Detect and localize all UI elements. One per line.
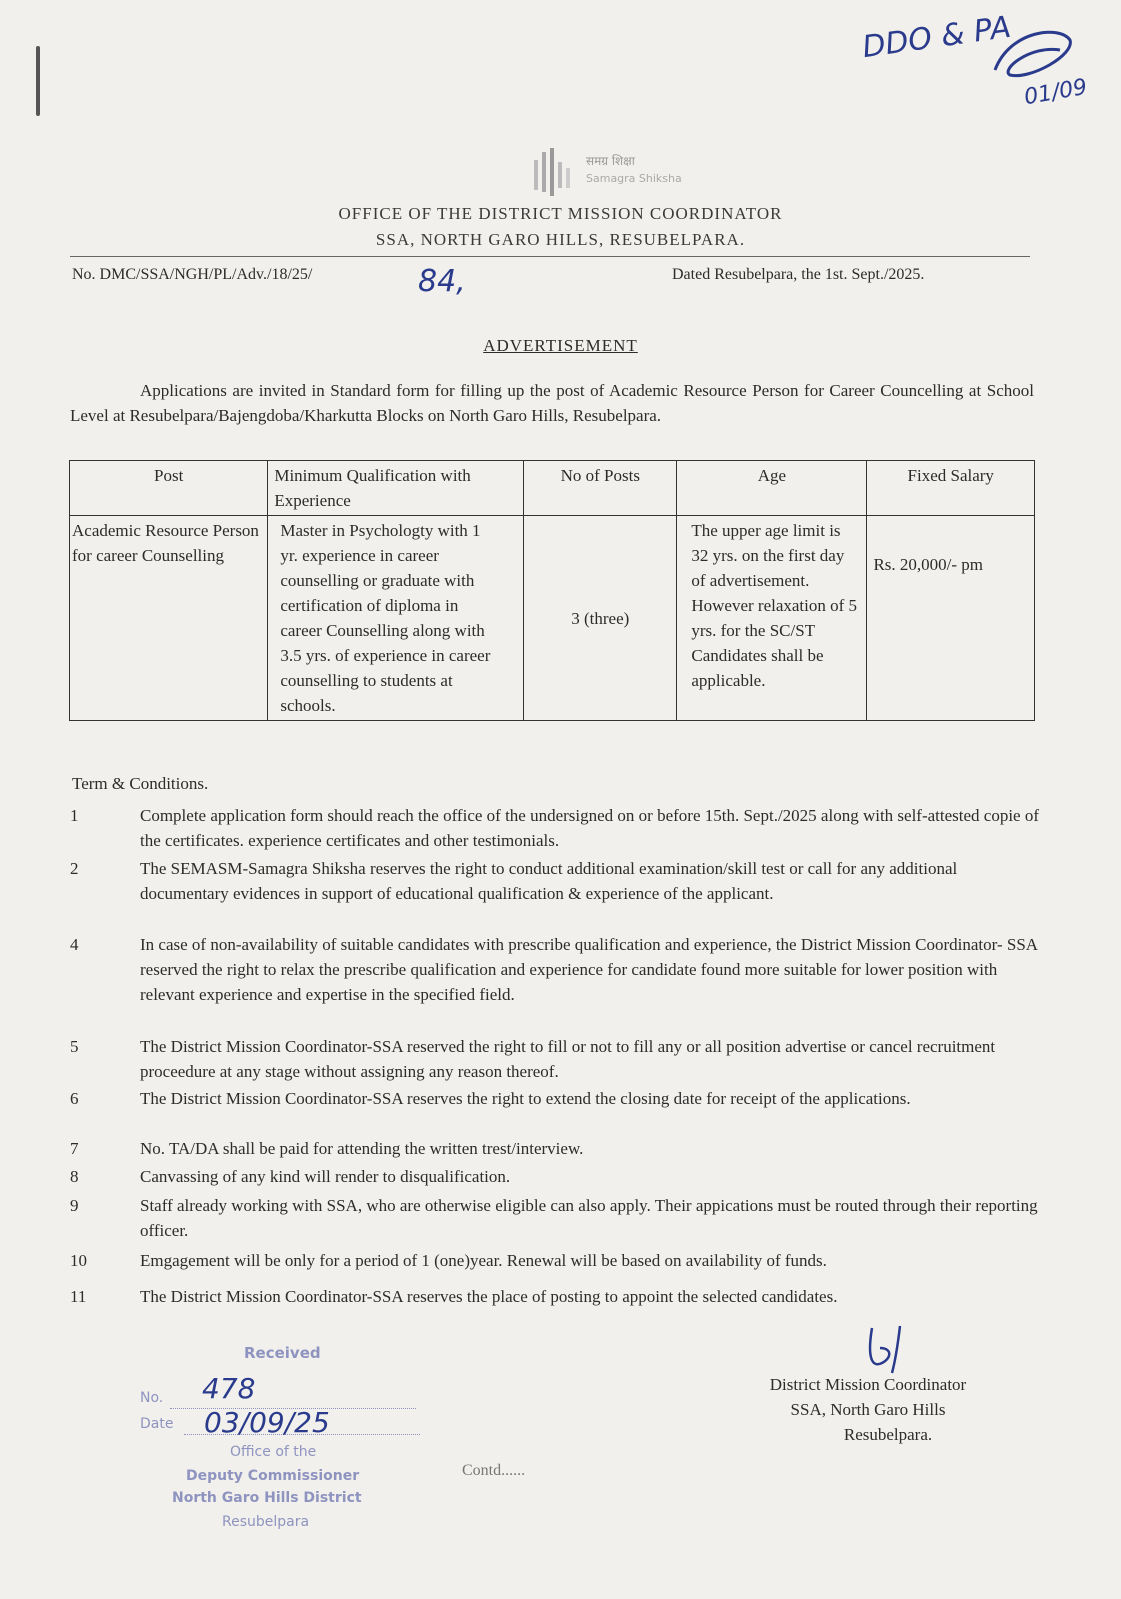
office-line-2: SSA, NORTH GARO HILLS, RESUBELPARA. [375,230,746,249]
stamp-line-1: Office of the [230,1444,317,1460]
term-item [70,1164,1040,1189]
term-number: 6 [70,1089,79,1108]
samagra-shiksha-logo [520,148,720,196]
term-text: The District Mission Coordinator-SSA reserves the place of posting to appoint the selected candidates. [140,1287,838,1306]
cell-post: Academic Resource Person for career Counselling [70,516,268,721]
term-number: 4 [70,935,79,954]
cell-salary: Rs. 20,000/- pm [867,516,1035,721]
term-text: Emgagement will be only for a period of 1 (one)year. Renewal will be based on availability of funds. [140,1251,827,1270]
header-salary: Fixed Salary [867,461,1035,516]
term-text: The District Mission Coordinator-SSA reserves the right to extend the closing date for receipt of the applications. [140,1089,911,1108]
table-header-row [70,461,1035,516]
term-item [70,1193,1040,1243]
term-number: 7 [70,1139,79,1158]
term-number: 8 [70,1167,79,1186]
cell-age: The upper age limit is 32 yrs. on the first day of advertisement. However relaxation of 5 yrs. for the SC/ST Candidates shall be applicable. [677,516,867,721]
term-item [70,1136,1040,1161]
stamp-no-label: No. [140,1390,164,1406]
term-text: Complete application form should reach the office of the undersigned on or before 15th. Sept./2025 along with self-attested copie of the certificates. experience certificates and other testimonials. [140,806,1040,850]
signature-line-1: District Mission Coordinator [769,1375,967,1394]
term-item [70,856,1040,906]
term-item [70,803,1040,853]
header-posts: No of Posts [524,461,677,516]
advertisement-title: ADVERTISEMENT [483,336,638,355]
stamp-received-label: Received [244,1344,321,1362]
header-post: Post [70,461,268,516]
term-number: 11 [70,1287,87,1306]
term-item [70,932,1040,1007]
punch-mark [36,46,40,116]
table-row [70,516,1035,721]
term-text: No. TA/DA shall be paid for attending the written trest/interview. [140,1139,584,1158]
term-text: In case of non-availability of suitable candidates with prescribe qualification and experience, the District Mission Coordinator- SSA reserved the right to relax the prescribe qualification and experience for candidate found more suitable for lower position with relevant experience and expertise in the specified field. [140,935,1038,1004]
reference-number: No. DMC/SSA/NGH/PL/Adv./18/25/ [72,266,313,283]
handwritten-received-no: 478 [202,1372,256,1405]
term-item [70,1284,1040,1309]
header-age: Age [677,461,867,516]
stamp-line-3: North Garo Hills District [172,1490,362,1506]
intro-paragraph: Applications are invited in Standard form for filling up the post of Academic Resource Person for Career Councelling at School Level at Resubelpara/Bajengdoba/Kharkutta Blocks on North Garo Hills, Resubelpara. [70,381,1034,425]
cell-qualification: Master in Psychologty with 1 yr. experience in career counselling or graduate with certification of diploma in career Counselling along with 3.5 yrs. of experience in career counselling to students at schools. [268,516,524,721]
term-text: Canvassing of any kind will render to disqualification. [140,1167,511,1186]
signature-line-3: Resubelpara. [843,1425,933,1444]
signature-line-2: SSA, North Garo Hills [790,1400,946,1419]
term-item [70,1034,1040,1084]
logo-icon [520,148,580,196]
term-number: 1 [70,806,79,825]
handwritten-top-sub: 01/09 [1022,74,1090,111]
handwritten-top-note: DDO & PA [860,9,1014,66]
cell-posts: 3 (three) [524,516,677,721]
date-line: Dated Resubelpara, the 1st. Sept./2025. [672,266,925,283]
logo-text-hindi: समग्र शिक्षा [586,154,635,168]
signature-mark [862,1318,922,1378]
term-text: The SEMASM-Samagra Shiksha reserves the right to conduct additional examination/skill test or call for any additional documentary evidences in support of educational qualification & experience of the applicant. [140,859,958,903]
header-qualification: Minimum Qualification with Experience [268,461,524,516]
office-line-1: OFFICE OF THE DISTRICT MISSION COORDINATOR [338,204,783,223]
received-stamp [140,1340,440,1540]
term-number: 9 [70,1196,79,1215]
posts-table [69,460,1035,721]
header-divider [70,256,1030,257]
terms-title: Term & Conditions. [72,774,209,793]
term-text: Staff already working with SSA, who are otherwise eligible can also apply. Their appications must be routed through their reporting officer. [140,1196,1038,1240]
term-text: The District Mission Coordinator-SSA reserved the right to fill or not to fill any or all position advertise or cancel recruitment proceedure at any stage without assigning any reason thereof. [140,1037,996,1081]
term-item [70,1086,1040,1111]
logo-text-en: Samagra Shiksha [586,172,682,185]
term-number: 10 [70,1251,87,1270]
term-number: 2 [70,859,79,878]
stamp-line-2: Deputy Commissioner [186,1468,360,1484]
term-item [70,1248,1040,1273]
handwritten-ref-suffix: 84, [418,264,466,299]
term-number: 5 [70,1037,79,1056]
handwritten-received-date: 03/09/25 [204,1406,330,1439]
continued-note: Contd...... [462,1462,526,1479]
stamp-date-label: Date [140,1416,174,1432]
signature-block [738,1372,998,1447]
stamp-line-4: Resubelpara [222,1514,310,1530]
